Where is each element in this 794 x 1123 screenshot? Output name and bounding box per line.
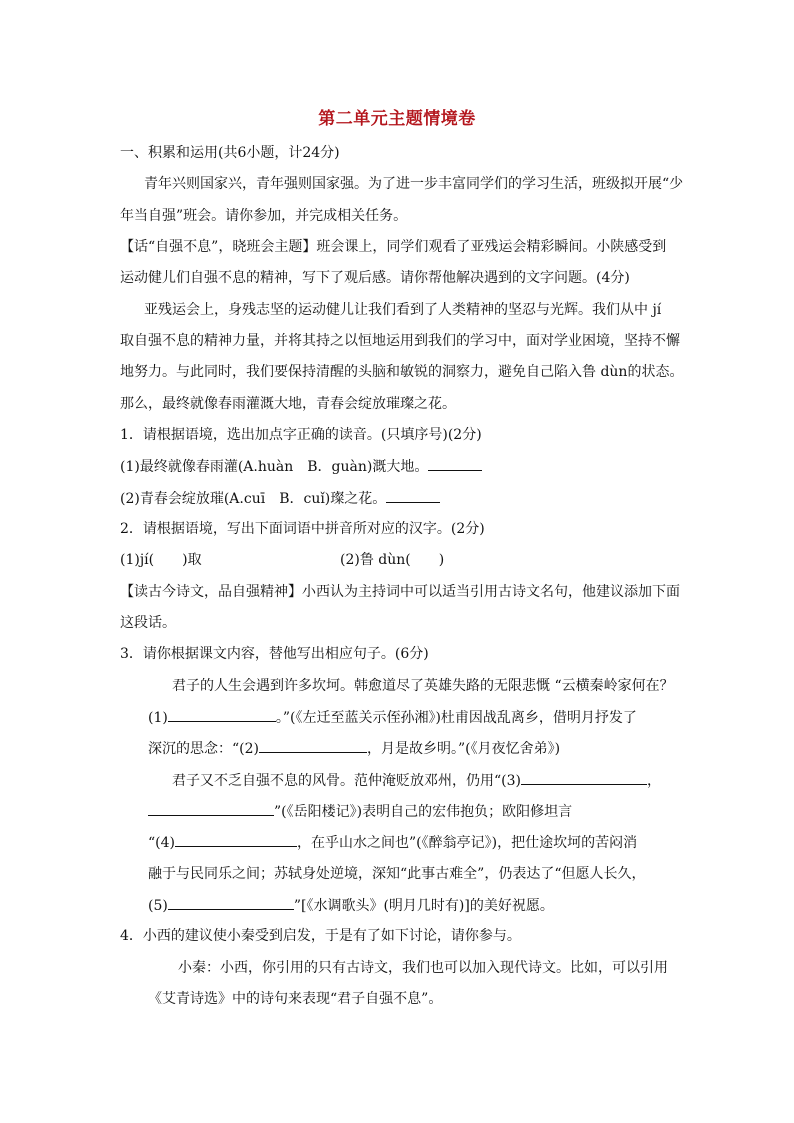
task-line: 这段话。 <box>120 615 176 631</box>
essay-line: 那么，最终就像春雨灌溉大地，青春会绽放璀璨之花。 <box>120 396 456 412</box>
essay-line: 地努力。与此同时，我们要保持清醒的头脑和敏锐的洞察力，避免自己陷入鲁 dùn的状态。 <box>120 364 684 380</box>
question-item <box>120 456 482 477</box>
task-heading: 【读古今诗文，品自强精神】小西认为主持词中可以适当引用古诗文名句，他建议添加下面 <box>120 584 680 600</box>
question-text: (1)最终就像春雨灌(A.huàn B．guàn)溉大地。 <box>120 459 429 475</box>
question-text: (2)青春会绽放璀(A.cuī B．cuǐ)璨之花。 <box>120 491 387 507</box>
passage-line <box>148 801 572 822</box>
passage-line <box>148 832 637 853</box>
essay-line: 取自强不息的精神力量，并将其持之以恒地运用到我们的学习中，面对学业困境，坚持不懈 <box>120 333 680 349</box>
answer-blank[interactable] <box>148 801 274 816</box>
answer-blank[interactable] <box>175 832 297 847</box>
question-stem: 3．请你根据课文内容，替他写出相应句子。(6分) <box>120 646 429 662</box>
dialogue-line: 《艾青诗选》中的诗句来表现“君子自强不息”。 <box>148 991 443 1007</box>
dialogue-line: 小秦：小西，你引用的只有古诗文，我们也可以加入现代诗文。比如，可以引用 <box>178 960 668 976</box>
answer-blank[interactable] <box>168 707 276 722</box>
intro-line: 年当自强”班会。请你参加，并完成相关任务。 <box>120 208 408 224</box>
answer-blank[interactable] <box>428 456 482 471</box>
passage-text: ， <box>647 773 661 789</box>
answer-blank[interactable] <box>259 738 367 753</box>
question-item: (2)鲁 dùn( ) <box>340 552 445 568</box>
passage-text: 君子又不乏自强不息的风骨。范仲淹贬放邓州，仍用“(3) <box>172 773 521 789</box>
passage-line: 君子的人生会遇到许多坎坷。韩愈道尽了英雄失路的无限悲慨 “云横秦岭家何在？ <box>172 678 674 694</box>
passage-text: “(4) <box>148 835 175 851</box>
question-stem: 4．小西的建议使小秦受到启发，于是有了如下讨论，请你参与。 <box>120 928 521 944</box>
essay-line: 亚残运会上，身残志坚的运动健儿让我们看到了人类精神的坚忍与光辉。我们从中 jí <box>144 302 662 318</box>
task-heading: 【话“自强不息”，晓班会主题】班会课上，同学们观看了亚残运会精彩瞬间。小陕感受到 <box>120 239 667 255</box>
question-item <box>120 488 440 509</box>
blank-label: (5) <box>148 898 168 914</box>
intro-line: 青年兴则国家兴，青年强则国家强。为了进一步丰富同学们的学习生活，班级拟开展“少 <box>144 176 684 192</box>
answer-blank[interactable] <box>521 770 647 785</box>
question-item: (1)jí( )取 <box>120 552 202 568</box>
answer-blank[interactable] <box>386 488 440 503</box>
passage-text: 。”(《左迁至蓝关示侄孙湘》)杜甫因战乱离乡，借明月抒发了 <box>275 710 637 726</box>
passage-text: ，月是故乡明。”(《月夜忆舍弟》) <box>367 741 561 757</box>
question-stem: 1．请根据语境，选出加点字正确的读音。(只填序号)(2分) <box>120 427 482 443</box>
page-title: 第二单元主题情境卷 <box>318 109 476 129</box>
task-line: 运动健儿们自强不息的精神，写下了观后感。请你帮他解决遇到的文字问题。(4分) <box>120 270 630 286</box>
passage-line: 融于与民同乐之间；苏轼身处逆境，深知“此事古难全”，仍表达了“但愿人长久， <box>148 866 646 882</box>
question-stem: 2．请根据语境，写出下面词语中拼音所对应的汉字。(2分) <box>120 521 485 537</box>
passage-text: ”[《水调歌头》(明月几时有)]的美好祝愿。 <box>293 898 554 914</box>
passage-text: ，在乎山水之间也”(《醉翁亭记》)，把仕途坎坷的苦闷消 <box>297 835 638 851</box>
passage-line <box>148 895 554 916</box>
answer-blank[interactable] <box>168 895 294 910</box>
passage-line <box>172 770 661 791</box>
passage-text: ”(《岳阳楼记》)表明自己的宏伟抱负；欧阳修坦言 <box>274 804 573 820</box>
passage-line <box>148 738 560 759</box>
passage-line <box>148 707 637 728</box>
passage-text: 深沉的思念：“(2) <box>148 741 259 757</box>
section-heading: 一、积累和运用(共6小题，计24分) <box>120 145 340 161</box>
blank-label: (1) <box>148 710 168 726</box>
